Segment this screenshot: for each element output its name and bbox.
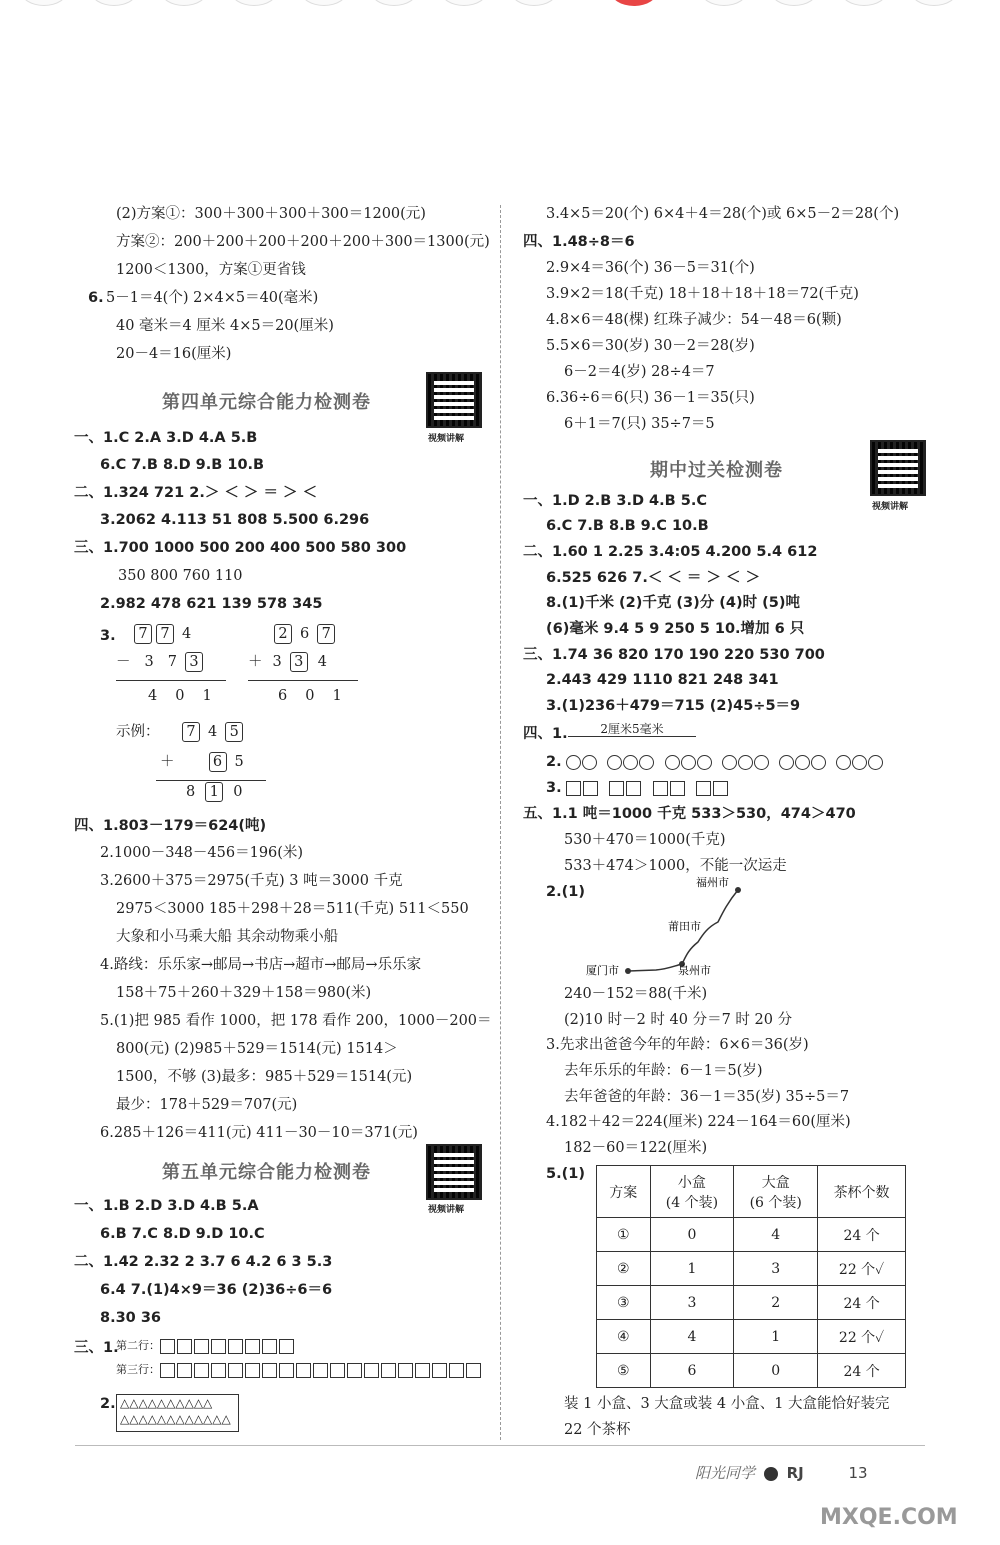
answer-line: 3.先求出爸爸今年的年龄：6×6＝36(岁) bbox=[546, 1037, 809, 1053]
browser-tab-strip bbox=[0, 0, 1000, 10]
answer-line: 533＋474＞1000，不能一次运走 bbox=[564, 858, 787, 874]
example-label: 示例： bbox=[116, 724, 160, 740]
circle-row: 2. bbox=[546, 752, 884, 772]
answer-line: 6. bbox=[88, 290, 104, 306]
vertical-calc: 6 0 1 bbox=[278, 688, 342, 704]
vertical-calc: 4 0 1 bbox=[148, 688, 212, 704]
tab-pill[interactable] bbox=[160, 0, 208, 6]
qr-label: 视频讲解 bbox=[428, 1205, 465, 1215]
badge-icon bbox=[764, 1467, 778, 1481]
answer-line: 8.(1)千米 (2)千克 (3)分 (4)时 (5)吨 bbox=[546, 595, 801, 611]
answer-line: 2.1000－348－456＝196(米) bbox=[100, 845, 304, 861]
answer-line: 6.C 7.B 8.B 9.C 10.B bbox=[546, 518, 709, 534]
answer-line: 22 个茶杯 bbox=[564, 1422, 631, 1438]
city-label: 莆田市 bbox=[668, 920, 701, 933]
answer-line: (2)方案①：300＋300＋300＋300＝1200(元) bbox=[116, 206, 426, 222]
column-divider bbox=[500, 205, 501, 1440]
city-label: 福州市 bbox=[696, 876, 729, 889]
qr-label: 视频讲解 bbox=[428, 434, 465, 444]
footer bbox=[695, 1462, 868, 1483]
table-header: 茶杯个数 bbox=[818, 1166, 906, 1218]
table-row: ② 1 3 22 个✓ bbox=[597, 1252, 906, 1286]
answer-line: 6.525 626 7.＜ ＜ ＝ ＞ ＜ ＞ bbox=[546, 570, 761, 586]
footer-rule bbox=[75, 1445, 925, 1446]
table-row: ④ 4 1 22 个✓ bbox=[597, 1320, 906, 1354]
midterm-title: 期中过关检测卷 bbox=[650, 460, 783, 481]
tab-pill[interactable] bbox=[90, 0, 138, 6]
tab-pill[interactable] bbox=[910, 0, 958, 6]
answer-line: 二、1.324 721 2.＞ ＜ ＞ ＝ ＞ ＜ bbox=[74, 485, 318, 501]
answer-line: 20－4＝16(厘米) bbox=[116, 346, 232, 362]
edition-code: RJ bbox=[786, 1464, 804, 1482]
answer-line: 3.(1)236＋479＝715 (2)45÷5＝9 bbox=[546, 698, 801, 714]
q3-label: 3. bbox=[100, 628, 116, 644]
answer-line: 方案②：200＋200＋200＋200＋200＋300＝1300(元) bbox=[116, 234, 490, 250]
qr-label: 视频讲解 bbox=[872, 502, 909, 512]
answer-line: 800(元) (2)985＋529＝1514(元) 1514＞ bbox=[116, 1041, 398, 1057]
answer-line: 4.8×6＝48(棵) 红珠子减少：54－48＝6(颗) bbox=[546, 312, 842, 328]
answer-line: 158＋75＋260＋329＋158＝980(米) bbox=[116, 985, 372, 1001]
answer-line: 6.36÷6＝6(只) 36－1＝35(只) bbox=[546, 390, 755, 406]
tab-pill[interactable] bbox=[230, 0, 278, 6]
table-header: 大盒 (6 个装) bbox=[734, 1166, 818, 1218]
answer-line: 5.(1)把 985 看作 1000，把 178 看作 200，1000－200＝ bbox=[100, 1013, 492, 1029]
triangle-box: △△△△△△△△△△ △△△△△△△△△△△△ bbox=[116, 1394, 239, 1432]
answer-line: 8.30 36 bbox=[100, 1310, 162, 1326]
vertical-calc: － 3 7 3 bbox=[116, 652, 205, 672]
answer-line: (2)10 时－2 时 40 分＝7 时 20 分 bbox=[564, 1012, 793, 1028]
answer-line: 一、1.B 2.D 3.D 4.B 5.A bbox=[74, 1198, 259, 1214]
city-label: 泉州市 bbox=[678, 964, 711, 977]
table-header: 方案 bbox=[597, 1166, 651, 1218]
tab-pill[interactable] bbox=[20, 0, 68, 6]
table-row: ① 0 4 24 个 bbox=[597, 1218, 906, 1252]
city-label: 厦门市 bbox=[586, 964, 619, 977]
vertical-calc: 2 6 7 bbox=[272, 624, 337, 644]
square-row: 3. bbox=[546, 778, 730, 798]
answer-line: 去年乐乐的年龄：6－1＝5(岁) bbox=[564, 1063, 763, 1079]
answer-line: 6－2＝4(岁) 28÷4＝7 bbox=[564, 364, 715, 380]
ruler-segment: 2厘米5毫米 bbox=[568, 720, 696, 737]
qr-code-icon[interactable] bbox=[870, 440, 926, 496]
answer-line: 2.443 429 1110 821 248 341 bbox=[546, 672, 779, 688]
q-label: 四、1. bbox=[523, 726, 568, 742]
route-map bbox=[578, 872, 778, 982]
q-label: 三、1. bbox=[74, 1340, 119, 1356]
answer-line: 5－1＝4(个) 2×4×5＝40(毫米) bbox=[106, 290, 319, 306]
calc-rule bbox=[248, 680, 358, 681]
qr-code-icon[interactable] bbox=[426, 372, 482, 428]
answer-line: 6.4 7.(1)4×9＝36 (2)36÷6＝6 bbox=[100, 1282, 333, 1298]
answer-line: 三、1.74 36 820 170 190 220 530 700 bbox=[523, 647, 825, 663]
answer-line: 一、1.D 2.B 3.D 4.B 5.C bbox=[523, 493, 707, 509]
calc-rule bbox=[116, 680, 226, 681]
tab-pill-active[interactable] bbox=[610, 0, 658, 6]
city-dot bbox=[735, 887, 741, 893]
table-header: 小盒 (4 个装) bbox=[650, 1166, 734, 1218]
watermark: MXQE.COM bbox=[820, 1505, 958, 1530]
table-row: ③ 3 2 24 个 bbox=[597, 1286, 906, 1320]
table-row: ⑤ 6 0 24 个 bbox=[597, 1354, 906, 1388]
answer-line: 四、1.803－179＝624(吨) bbox=[74, 818, 267, 834]
vertical-calc: 7 7 4 bbox=[132, 624, 191, 644]
answer-line: 去年爸爸的年龄：36－1＝35(岁) 35÷5＝7 bbox=[564, 1089, 850, 1105]
row-label: 第三行： bbox=[116, 1360, 483, 1380]
answer-line: 3.2600＋375＝2975(千克) 3 吨＝3000 千克 bbox=[100, 873, 403, 889]
answer-line: 1200＜1300，方案①更省钱 bbox=[116, 262, 306, 278]
answer-line: (6)毫米 9.4 5 9 250 5 10.增加 6 只 bbox=[546, 621, 805, 637]
page-number: 13 bbox=[848, 1464, 868, 1482]
answer-line: 大象和小马乘大船 其余动物乘小船 bbox=[116, 929, 339, 945]
answer-line: 1500，不够 (3)最多：985＋529＝1514(元) bbox=[116, 1069, 413, 1085]
answer-line: 五、1.1 吨＝1000 千克 533＞530，474＞470 bbox=[523, 806, 856, 822]
answer-line: 二、1.42 2.32 2 3.7 6 4.2 6 3 5.3 bbox=[74, 1254, 333, 1270]
vertical-calc: ＋ 3 3 4 bbox=[248, 654, 327, 670]
tab-pill[interactable] bbox=[440, 0, 488, 6]
answer-line: 240－152＝88(千米) bbox=[564, 986, 708, 1002]
vertical-calc: 8 1 0 bbox=[186, 784, 243, 800]
answer-line: 2.9×4＝36(个) 36－5＝31(个) bbox=[546, 260, 755, 276]
answer-line: 2.982 478 621 139 578 345 bbox=[100, 596, 323, 612]
answer-line: 40 毫米＝4 厘米 4×5＝20(厘米) bbox=[116, 318, 334, 334]
answer-line: 最少：178＋529＝707(元) bbox=[116, 1097, 298, 1113]
answer-line: 4.路线：乐乐家→邮局→书店→超市→邮局→乐乐家 bbox=[100, 957, 422, 973]
city-dot bbox=[625, 968, 631, 974]
tab-pill[interactable] bbox=[370, 0, 418, 6]
answer-line: 6.285＋126＝411(元) 411－30－10＝371(元) bbox=[100, 1125, 418, 1141]
calc-rule bbox=[156, 780, 266, 781]
answer-line: 3.9×2＝18(千克) 18＋18＋18＋18＝72(千克) bbox=[546, 286, 859, 302]
answer-line: 530＋470＝1000(千克) bbox=[564, 832, 726, 848]
tab-pill[interactable] bbox=[510, 0, 558, 6]
q-label: 2. bbox=[100, 1396, 116, 1412]
answer-line: 350 800 760 110 bbox=[118, 568, 243, 584]
answer-line: 2.(1) bbox=[546, 884, 585, 900]
answer-line: 三、1.700 1000 500 200 400 500 580 300 bbox=[74, 540, 407, 556]
q-label: 5.(1) bbox=[546, 1166, 585, 1182]
qr-code-icon[interactable] bbox=[426, 1144, 482, 1200]
tab-pill[interactable] bbox=[300, 0, 348, 6]
answer-line: 182－60＝122(厘米) bbox=[564, 1140, 708, 1156]
answer-line: 装 1 小盒、3 大盒或装 4 小盒、1 大盒能恰好装完 bbox=[564, 1396, 890, 1412]
answer-line: 四、1.48÷8＝6 bbox=[523, 234, 635, 250]
answer-line: 6＋1＝7(只) 35÷7＝5 bbox=[564, 416, 715, 432]
tab-pill[interactable] bbox=[700, 0, 748, 6]
tab-pill[interactable] bbox=[840, 0, 888, 6]
vertical-calc: ＋ 6 5 bbox=[160, 754, 244, 770]
answer-line: 4.182＋42＝224(厘米) 224－164＝60(厘米) bbox=[546, 1114, 851, 1130]
brand-logo: 阳光同学 bbox=[695, 1464, 756, 1482]
unit4-title: 第四单元综合能力检测卷 bbox=[162, 392, 371, 413]
answer-line: 二、1.60 1 2.25 3.4:05 4.200 5.4 612 bbox=[523, 544, 818, 560]
answer-line: 6.C 7.B 8.D 9.B 10.B bbox=[100, 457, 265, 473]
answer-line: 5.5×6＝30(岁) 30－2＝28(岁) bbox=[546, 338, 755, 354]
row-label: 第二行： bbox=[116, 1336, 296, 1356]
answer-line: 2975＜3000 185＋298＋28＝511(千克) 511＜550 bbox=[116, 901, 469, 917]
vertical-calc: 7 4 5 bbox=[180, 722, 245, 742]
unit5-title: 第五单元综合能力检测卷 bbox=[162, 1162, 371, 1183]
answer-line: 6.B 7.C 8.D 9.D 10.C bbox=[100, 1226, 265, 1242]
answer-table bbox=[596, 1165, 906, 1388]
answer-line: 3.2062 4.113 51 808 5.500 6.296 bbox=[100, 512, 370, 528]
answer-line: 一、1.C 2.A 3.D 4.A 5.B bbox=[74, 430, 258, 446]
answer-line: 3.4×5＝20(个) 6×4＋4＝28(个)或 6×5－2＝28(个) bbox=[546, 206, 900, 222]
tab-pill[interactable] bbox=[770, 0, 818, 6]
